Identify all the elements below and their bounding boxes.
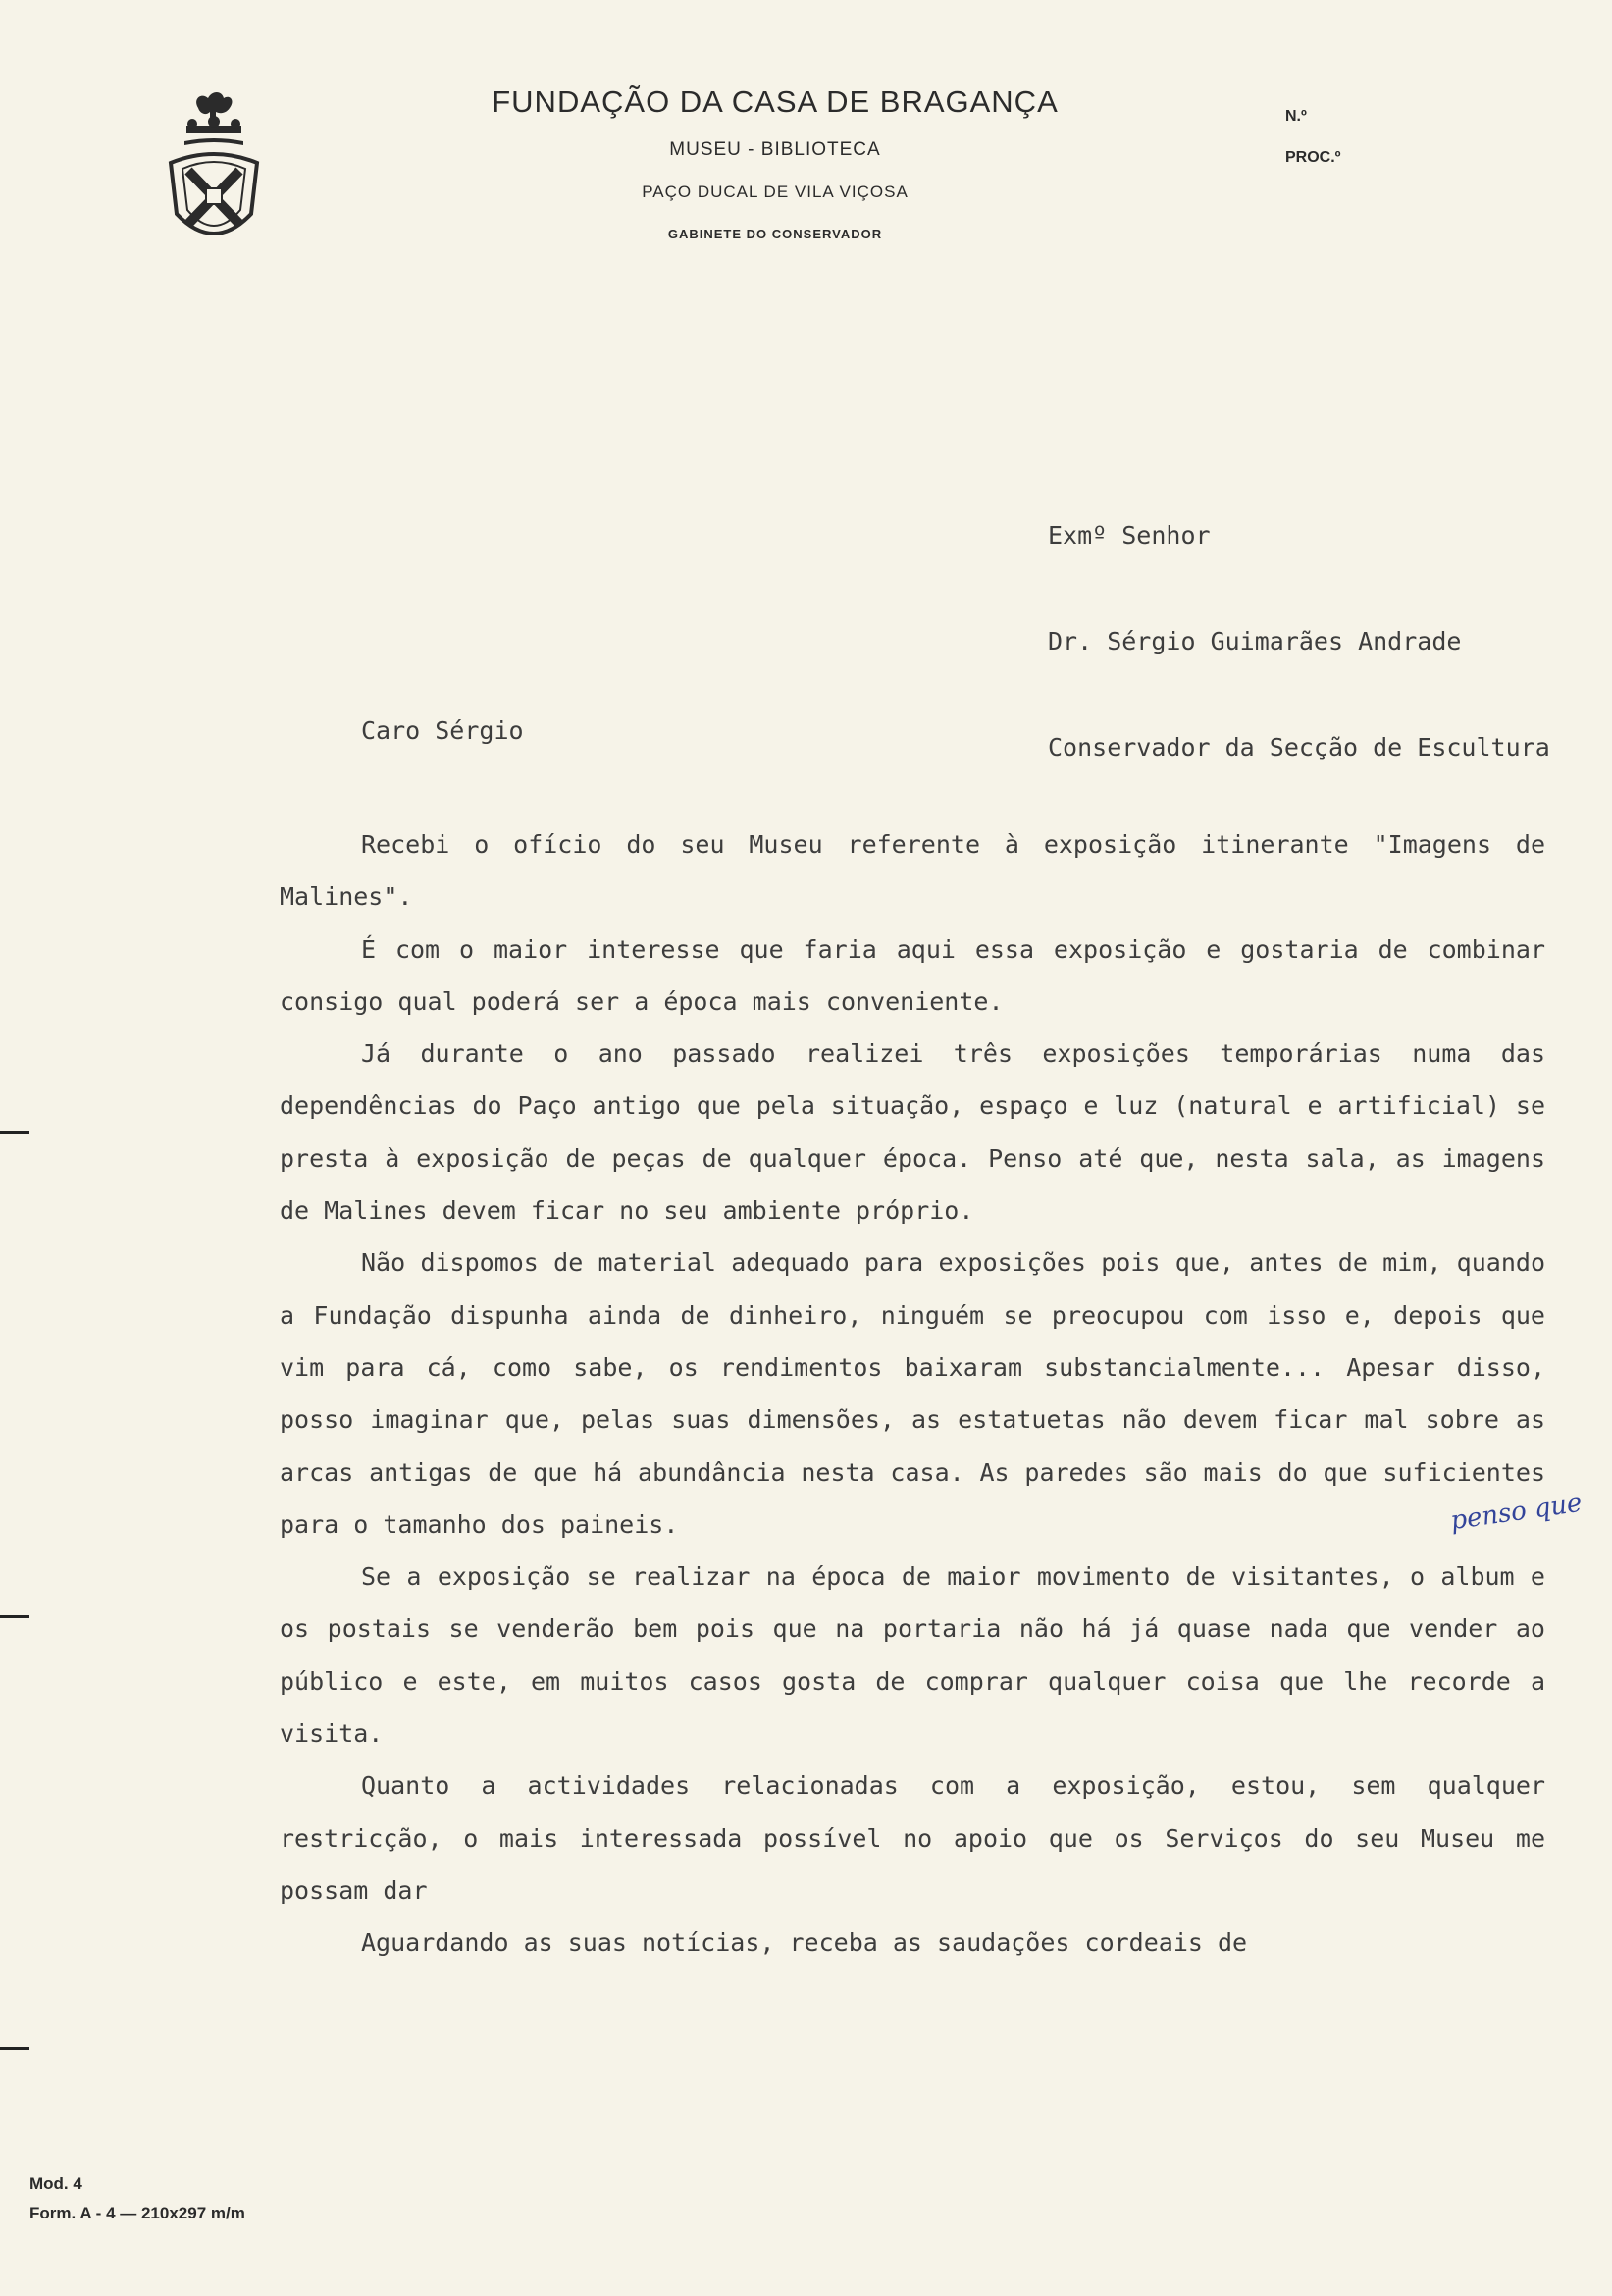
margin-mark <box>0 1131 29 1134</box>
salutation: Caro Sérgio <box>361 716 524 745</box>
paragraph-7: Aguardando as suas notícias, receba as saudações cordeais de <box>361 1928 1248 1957</box>
margin-mark <box>0 1615 29 1618</box>
address-line-1: Exmº Senhor <box>1048 521 1211 549</box>
process-number-label: PROC.º <box>1285 149 1341 166</box>
paragraph-6: Quanto a actividades relacionadas com a exposição, estou, sem qualquer restricção, o mais interessada possível no apoio que os Serviços do seu Museu me possam dar <box>280 1771 1545 1905</box>
form-size-label: Form. A - 4 — 210x297 m/m <box>29 2204 245 2222</box>
reference-number-label: N.º <box>1285 108 1307 125</box>
foundation-title: FUNDAÇÃO DA CASA DE BRAGANÇA <box>492 84 1059 119</box>
paragraph-2: É com o maior interesse que faria aqui essa exposição e gostaria de combinar consigo qual poderá ser a época mais conveniente. <box>280 934 1545 1016</box>
form-model-label: Mod. 4 <box>29 2174 82 2193</box>
handwritten-annotation: penso que <box>1448 1487 1585 1537</box>
office-subtitle: GABINETE DO CONSERVADOR <box>667 227 883 241</box>
museum-subtitle: MUSEU - BIBLIOTECA <box>669 139 881 160</box>
paragraph-4: Não dispomos de material adequado para exposições pois que, antes de mim, quando a Fundação dispunha ainda de dinheiro, ninguém se preocupou com isso e, depois que vim para cá, como sabe, os rendimentos baixaram substancialmente... Apesar disso, posso imaginar que, pelas suas dimensões, as estatuetas não devem ficar mal sobre as arcas antigas de que há abundância nesta casa. As paredes são mais do que suficientes para o tamanho dos paineis. <box>280 1248 1545 1539</box>
address-line-3: Conservador da Secção de Escultura <box>1048 733 1550 761</box>
coat-of-arms-icon <box>165 86 263 259</box>
palace-subtitle: PAÇO DUCAL DE VILA VIÇOSA <box>642 183 909 201</box>
letter-body <box>280 818 1545 1969</box>
recipient-address <box>1048 447 1550 836</box>
margin-mark <box>0 2047 29 2050</box>
address-line-2: Dr. Sérgio Guimarães Andrade <box>1048 627 1462 655</box>
paragraph-3: Já durante o ano passado realizei três exposições temporárias numa das dependências do Paço antigo que pela situação, espaço e luz (natural e artificial) se presta à exposição de peças de qualquer época. Penso até que, nesta sala, as imagens de Malines devem ficar no seu ambiente próprio. <box>280 1039 1545 1226</box>
paragraph-5: Se a exposição se realizar na época de maior movimento de visitantes, o album e os postais se venderão bem pois que na portaria não há já quase nada que vender ao público e este, em muitos casos gosta de comprar qualquer coisa que lhe recorde a visita. <box>280 1562 1545 1748</box>
paragraph-1: Recebi o ofício do seu Museu referente à exposição itinerante "Imagens de Malines". <box>280 830 1545 912</box>
